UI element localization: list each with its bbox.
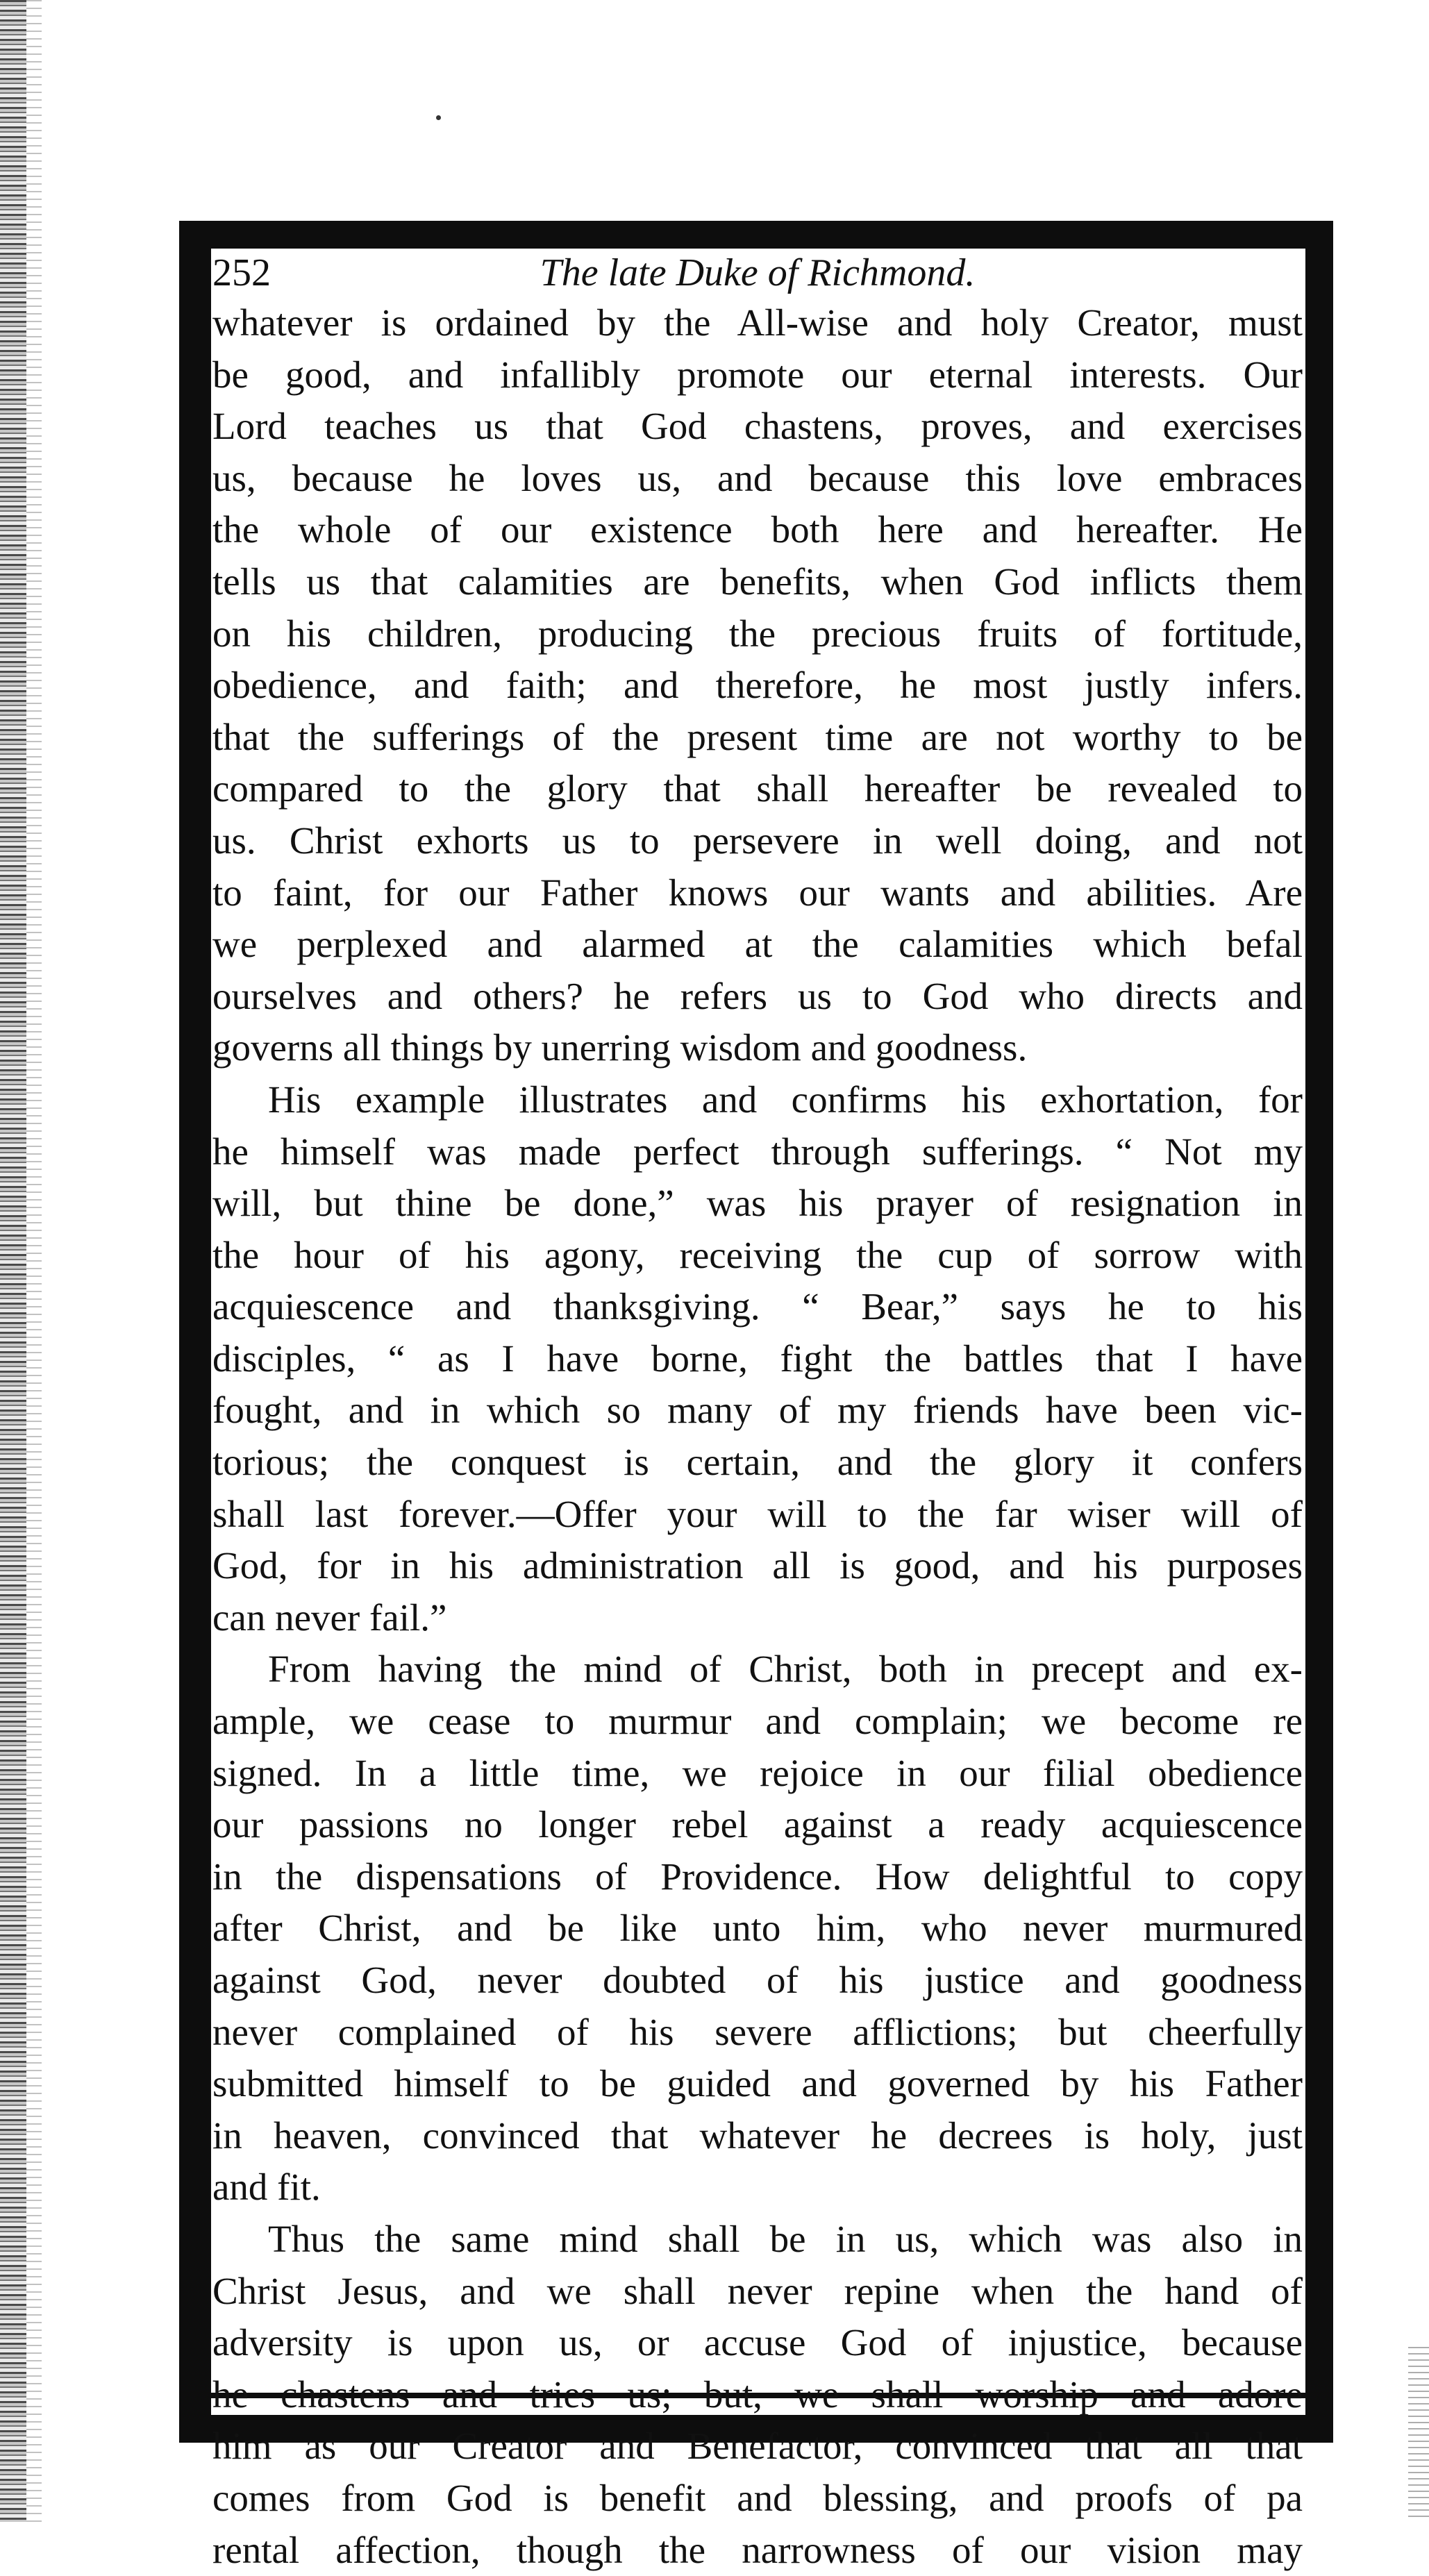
page-number: 252 [212, 251, 271, 294]
text-line: be good, and infallibly promote our eternal interests. Our [212, 353, 1303, 396]
text-line: against God, never doubted of his justice and goodness [212, 1959, 1303, 2001]
text-line: From having the mind of Christ, both in precept and ex- [268, 1648, 1303, 1691]
ink-speck [436, 115, 441, 120]
paragraph-1 [212, 297, 1303, 1074]
text-line: the hour of his agony, receiving the cup of sorrow with [212, 1233, 1303, 1276]
text-line: us, because he loves us, and because this love embraces [212, 456, 1303, 499]
text-line: disciples, “ as I have borne, fight the battles that I have [212, 1337, 1303, 1380]
text-line: never complained of his severe afflictions; but cheerfully [212, 2010, 1303, 2053]
paragraph-4 [212, 2214, 1303, 2576]
text-line: he chastens and tries us; but, we shall worship and adore [212, 2373, 1303, 2416]
text-line: on his children, producing the precious fruits of fortitude, [212, 612, 1303, 655]
text-line: God, for in his administration all is good, and his purposes [212, 1544, 1303, 1587]
border-right [1305, 221, 1333, 2443]
text-line: submitted himself to be guided and governed by his Father [212, 2062, 1303, 2105]
text-line: the whole of our existence both here and hereafter. He [212, 508, 1303, 551]
border-left [179, 221, 211, 2443]
text-line: fought, and in which so many of my friends have been vic- [212, 1389, 1303, 1432]
text-line: in the dispensations of Providence. How delightful to copy [212, 1855, 1303, 1898]
text-line: tells us that calamities are benefits, when God inflicts them [212, 560, 1303, 603]
text-line: compared to the glory that shall hereafter be revealed to [212, 767, 1303, 810]
text-line: we perplexed and alarmed at the calamities which befal [212, 923, 1303, 966]
paragraph-2 [212, 1074, 1303, 1644]
text-line: him as our Creator and Benefactor, convinced that all that [212, 2425, 1303, 2468]
running-head [212, 249, 1303, 297]
text-line: whatever is ordained by the All-wise and holy Creator, must [212, 301, 1303, 344]
text-line: Thus the same mind shall be in us, which was also in [268, 2217, 1303, 2260]
text-line: to faint, for our Father knows our wants and abilities. Are [212, 871, 1303, 914]
text-line: His example illustrates and confirms his exhortation, for [268, 1078, 1303, 1121]
text-line: torious; the conquest is certain, and the glory it confers [212, 1441, 1303, 1484]
page-edge-right [1408, 2347, 1429, 2522]
text-line: governs all things by unerring wisdom and goodness. [212, 1026, 1028, 1069]
binding-edge-left [0, 0, 26, 2522]
paragraph-3 [212, 1644, 1303, 2214]
text-line: will, but thine be done,” was his prayer of resignation in [212, 1182, 1303, 1225]
text-line: can never fail.” [212, 1596, 447, 1639]
running-title: The late Duke of Richmond. [540, 251, 976, 294]
text-line: after Christ, and be like unto him, who never murmured [212, 1907, 1303, 1950]
text-line: obedience, and faith; and therefore, he most justly infers. [212, 664, 1303, 707]
text-line: us. Christ exhorts us to persevere in well doing, and not [212, 819, 1303, 862]
binding-edge-shadow [26, 0, 42, 2522]
text-line: our passions no longer rebel against a ready acquiescence [212, 1803, 1303, 1846]
text-line: that the sufferings of the present time are not worthy to be [212, 715, 1303, 758]
page-content [212, 249, 1303, 2571]
text-line: ample, we cease to murmur and complain; we become re [212, 1700, 1303, 1743]
text-line: acquiescence and thanksgiving. “ Bear,” says he to his [212, 1285, 1303, 1328]
text-line: in heaven, convinced that whatever he decrees is holy, just [212, 2114, 1303, 2157]
text-line: rental affection, though the narrowness of our vision may [212, 2528, 1303, 2571]
text-line: Lord teaches us that God chastens, proves, and exercises [212, 405, 1303, 448]
text-line: he himself was made perfect through sufferings. “ Not my [212, 1130, 1303, 1173]
text-line: ourselves and others? he refers us to God who directs and [212, 974, 1303, 1017]
border-top [179, 221, 1333, 249]
text-line: comes from God is benefit and blessing, and proofs of pa [212, 2476, 1303, 2519]
text-line: adversity is upon us, or accuse God of injustice, because [212, 2321, 1303, 2364]
text-line: Christ Jesus, and we shall never repine when the hand of [212, 2269, 1303, 2312]
text-line: and fit. [212, 2166, 321, 2209]
text-line: shall last forever.—Offer your will to the far wiser will of [212, 1492, 1303, 1535]
text-line: signed. In a little time, we rejoice in our filial obedience [212, 1751, 1303, 1794]
